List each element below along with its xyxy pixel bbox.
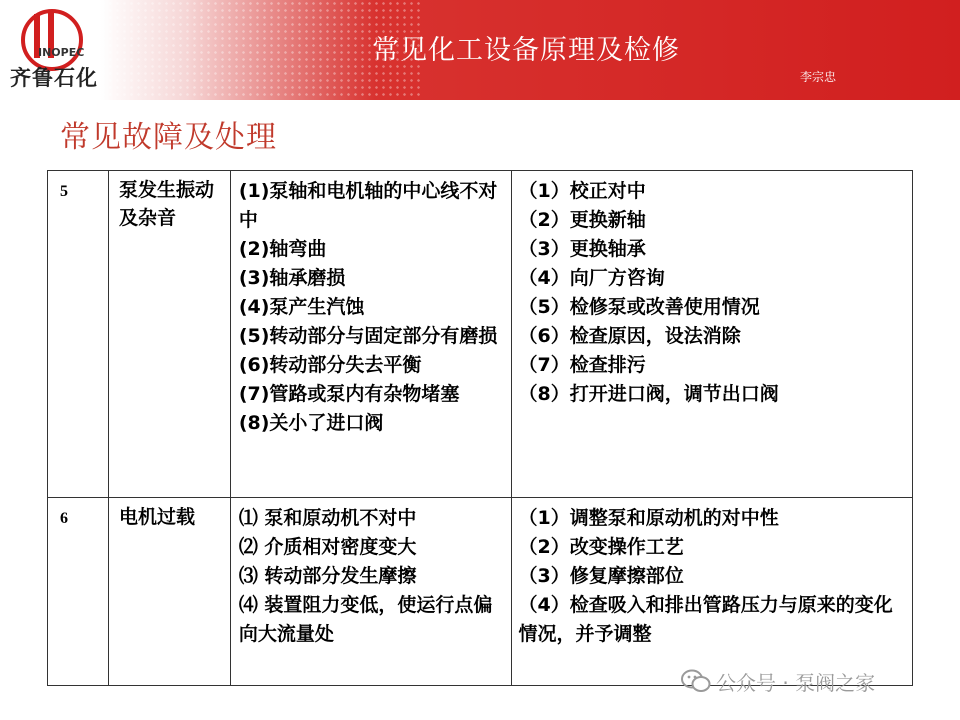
cause-item: (3)轴承磨损 xyxy=(238,267,346,289)
remedy-item: （3）更换轴承 xyxy=(518,238,646,260)
remedy-item: （1）调整泵和原动机的对中性 xyxy=(518,507,779,529)
remedy-item: （4）检查吸入和排出管路压力与原来的变化情况，并予调整 xyxy=(518,594,893,645)
svg-text:INOPEC: INOPEC xyxy=(38,46,85,59)
table-row xyxy=(48,498,913,686)
watermark: 公众号 · 泵阀之家 xyxy=(716,671,876,695)
cause-item: (4)泵产生汽蚀 xyxy=(238,296,365,318)
causes-cell xyxy=(230,498,512,686)
causes-cell xyxy=(230,171,512,498)
cause-item: ⑴ 泵和原动机不对中 xyxy=(238,507,417,529)
fault-name: 电机过载 xyxy=(108,498,230,686)
row-number: 5 xyxy=(48,171,109,498)
cause-item: (6)转动部分失去平衡 xyxy=(238,354,422,376)
cause-item: (5)转动部分与固定部分有磨损 xyxy=(238,325,498,347)
remedy-item: （1）校正对中 xyxy=(518,180,646,202)
row-number: 6 xyxy=(48,498,109,686)
header-banner xyxy=(0,0,960,100)
logo-text: 齐鲁石化 xyxy=(10,65,98,90)
remedy-item: （5）检修泵或改善使用情况 xyxy=(518,296,760,318)
cause-item: (8)关小了进口阀 xyxy=(238,412,384,434)
remedy-item: （2）改变操作工艺 xyxy=(518,536,684,558)
remedies-cell xyxy=(512,498,913,686)
wechat-icon xyxy=(681,668,711,694)
remedy-item: （2）更换新轴 xyxy=(518,209,646,231)
cause-item: (2)轴弯曲 xyxy=(238,238,327,260)
cause-item: (1)泵轴和电机轴的中心线不对中 xyxy=(238,180,498,231)
fault-name: 泵发生振动及杂音 xyxy=(108,171,230,498)
remedies-cell xyxy=(512,171,913,498)
fault-table xyxy=(47,170,913,686)
remedy-item: （4）向厂方咨询 xyxy=(518,267,665,289)
table-row xyxy=(48,171,913,498)
remedy-item: （3）修复摩擦部位 xyxy=(518,565,684,587)
section-title: 常见故障及处理 xyxy=(60,120,277,155)
remedy-item: （6）检查原因，设法消除 xyxy=(518,325,741,347)
remedy-item: （7）检查排污 xyxy=(518,354,646,376)
cause-item: ⑶ 转动部分发生摩擦 xyxy=(238,565,417,587)
cause-item: (7)管路或泵内有杂物堵塞 xyxy=(238,383,460,405)
author-name: 李宗忠 xyxy=(800,70,837,84)
cause-item: ⑷ 装置阻力变低，使运行点偏向大流量处 xyxy=(238,594,493,645)
page-title: 常见化工设备原理及检修 xyxy=(372,35,680,66)
cause-item: ⑵ 介质相对密度变大 xyxy=(238,536,417,558)
remedy-item: （8）打开进口阀，调节出口阀 xyxy=(518,383,779,405)
